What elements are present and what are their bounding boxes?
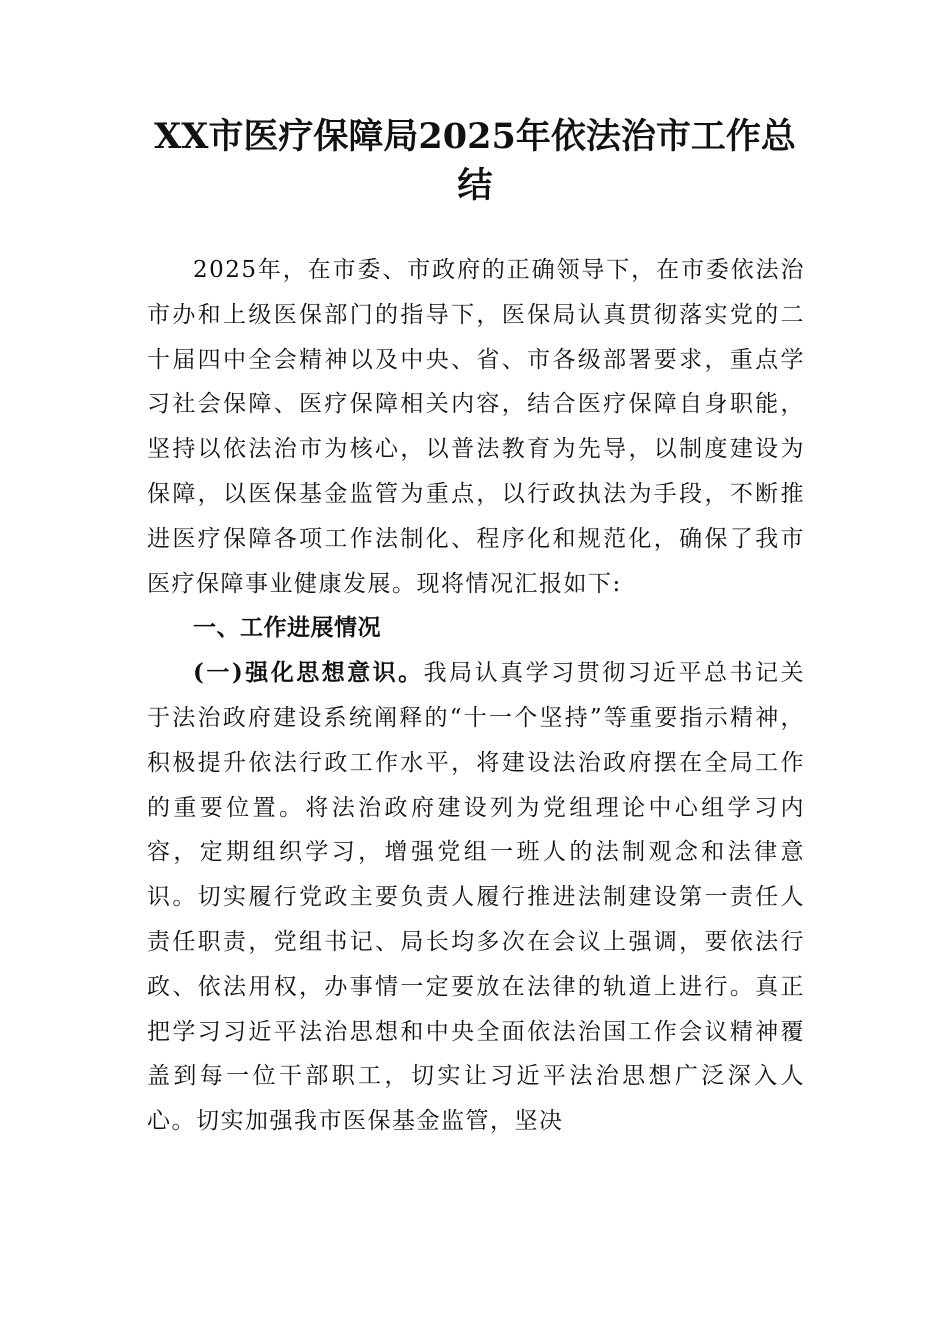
section-heading: 一、工作进展情况: [193, 615, 381, 642]
section-item-paragraph: [147, 651, 805, 1144]
document-title: XX市医疗保障局2025年依法治市工作总结: [154, 116, 796, 206]
intro-paragraph: 2025年，在市委、市政府的正确领导下，在市委依法治市办和上级医保部门的指导下，医保局认真贯彻落实党的二十届四中全会精神以及中央、省、市各级部署要求，重点学习社会保障、医疗保障相关内容，结合医疗保障自身职能，坚持以依法治市为核心，以普法教育为先导，以制度建设为保障，以医保基金监管为重点，以行政执法为手段，不断推进医疗保障各项工作法制化、程序化和规范化，确保了我市医疗保障事业健康发展。现将情况汇报如下:: [147, 257, 805, 597]
document-body: [147, 248, 805, 1144]
section-item-body: 我局认真学习贯彻习近平总书记关于法治政府建设系统阐释的“十一个坚持”等重要指示精神，积极提升依法行政工作水平，将建设法治政府摆在全局工作的重要位置。将法治政府建设列为党组理论中心组学习内容，定期组织学习，增强党组一班人的法制观念和法律意识。切实履行党政主要负责人履行推进法制建设第一责任人责任职责，党组书记、局长均多次在会议上强调，要依法行政、依法用权，办事情一定要放在法律的轨道上进行。真正把学习习近平法治思想和中央全面依法治国工作会议精神覆盖到每一位干部职工，切实让习近平法治思想广泛深入人心。切实加强我市医保基金监管，坚决: [147, 660, 806, 1135]
section-item-lead: (一)强化思想意识。: [193, 659, 424, 687]
